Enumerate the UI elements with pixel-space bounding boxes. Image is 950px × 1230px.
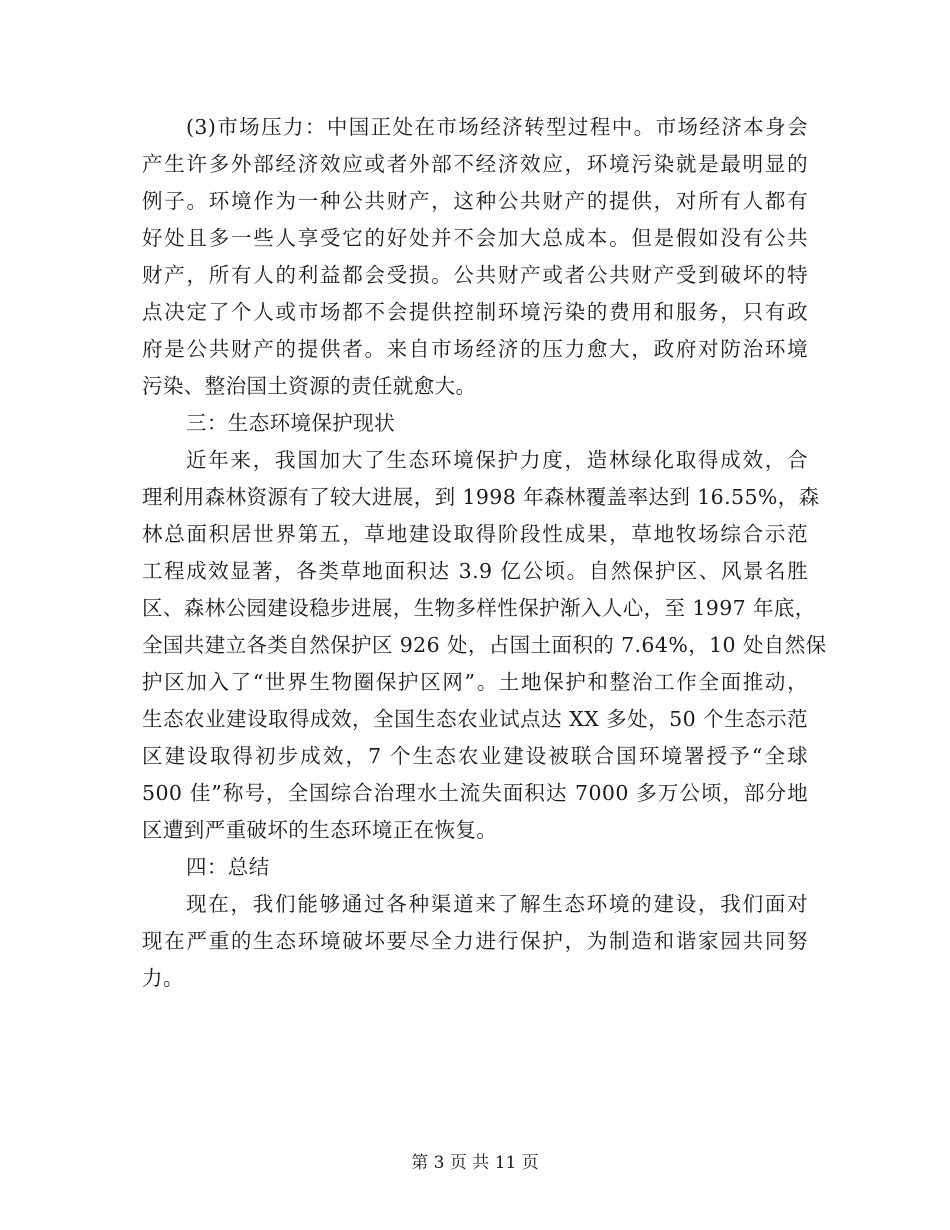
text-line: 好处且多一些人享受它的好处并不会加大总成本。但是假如没有公共 [142,226,808,250]
section-heading: 四：总结 [186,855,270,879]
text-line: 财产，所有人的利益都会受损。公共财产或者公共财产受到破坏的特 [142,263,808,287]
page-number: 第 3 页 共 11 页 [411,1153,539,1173]
text-line: 产生许多外部经济效应或者外部不经济效应，环境污染就是最明显的 [142,152,808,176]
text-line: 生态农业建设取得成效，全国生态农业试点达 XX 多处，50 个生态示范 [142,707,808,731]
text-line: (3)市场压力：中国正处在市场经济转型过程中。市场经济本身会 [186,115,808,139]
text-line: 全国共建立各类自然保护区 926 处，占国土面积的 7.64%，10 处自然保 [142,633,827,657]
text-line: 区建设取得初步成效，7 个生态农业建设被联合国环境署授予“全球 [142,744,808,768]
text-line: 点决定了个人或市场都不会提供控制环境污染的费用和服务，只有政 [142,300,808,324]
text-line: 工程成效显著，各类草地面积达 3.9 亿公顷。自然保护区、风景名胜 [142,559,808,583]
text-line: 理利用森林资源有了较大进展，到 1998 年森林覆盖率达到 16.55%，森 [142,485,820,509]
text-line: 府是公共财产的提供者。来自市场经济的压力愈大，政府对防治环境 [142,337,808,361]
text-line: 500 佳”称号，全国综合治理水土流失面积达 7000 多万公顷，部分地 [142,781,808,805]
text-line: 例子。环境作为一种公共财产，这种公共财产的提供，对所有人都有 [142,189,808,213]
text-line: 区遭到严重破坏的生态环境正在恢复。 [142,818,498,842]
text-line: 护区加入了“世界生物圈保护区网”。土地保护和整治工作全面推动， [142,670,808,694]
text-line: 现在，我们能够通过各种渠道来了解生态环境的建设，我们面对 [186,892,808,916]
text-line: 近年来，我国加大了生态环境保护力度，造林绿化取得成效，合 [186,448,808,472]
text-line: 区、森林公园建设稳步进展，生物多样性保护渐入人心，至 1997 年底， [142,596,816,620]
section-heading: 三：生态环境保护现状 [186,411,395,435]
text-line: 现在严重的生态环境破坏要尽全力进行保护，为制造和谐家园共同努 [142,929,808,953]
text-line: 污染、整治国土资源的责任就愈大。 [142,374,477,398]
text-line: 林总面积居世界第五，草地建设取得阶段性成果，草地牧场综合示范 [142,522,808,546]
text-line: 力。 [142,966,184,990]
